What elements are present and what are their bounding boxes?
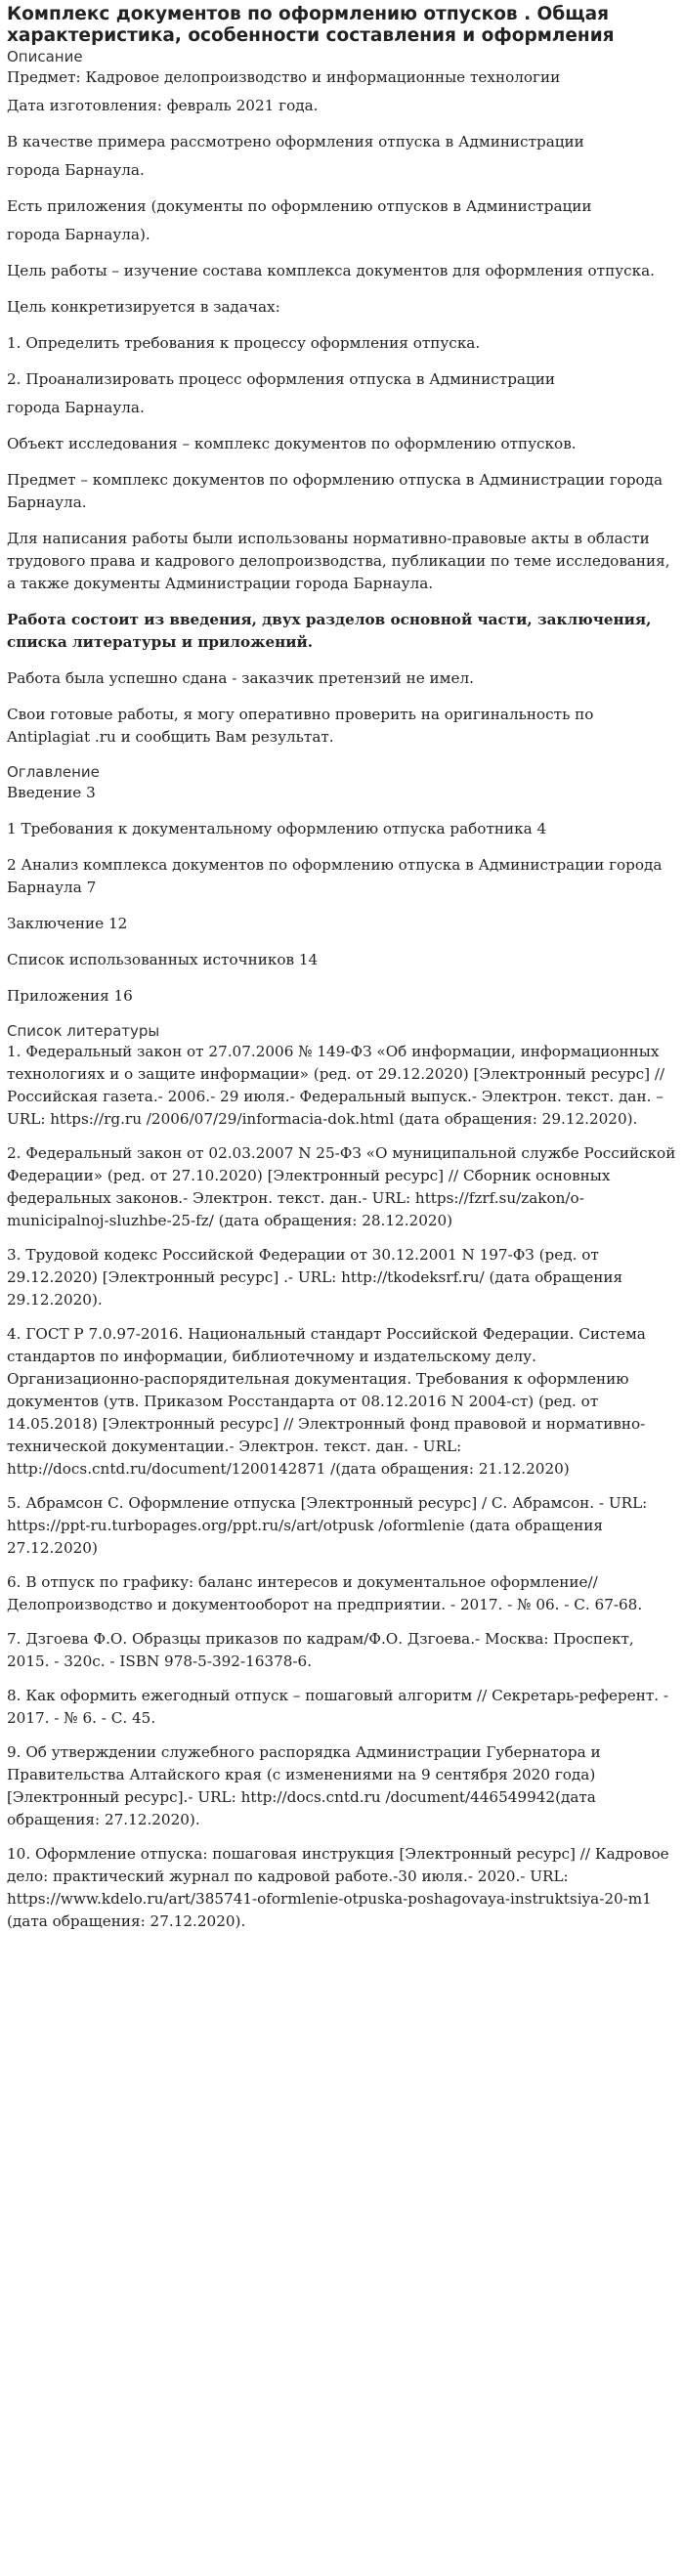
toc-item: 1 Требования к документальному оформлению отпуска работника 4 [7, 820, 547, 837]
task-2-city: города Барнаула. [7, 399, 145, 416]
reference-item: 5. Абрамсон С. Оформление отпуска [Электронный ресурс] / С. Абрамсон. - URL: https://ppt-ru.turbopages.org/ppt.ru/s/art/otpusk /oformlenie (дата обращения 27.12.2020) [7, 1494, 648, 1557]
appendix-city: города Барнаула). [7, 226, 150, 243]
contents-heading: Оглавление [7, 763, 100, 781]
example-city: города Барнаула. [7, 161, 145, 179]
table-of-contents [7, 782, 677, 1008]
toc-item: Заключение 12 [7, 915, 128, 932]
structure-paragraph: Работа состоит из введения, двух разделов основной части, заключения, списка литературы и приложений. [7, 611, 652, 651]
reference-item: 4. ГОСТ Р 7.0.97-2016. Национальный стандарт Российской Федерации. Система стандартов по информации, библиотечному и издательскому делу. Организационно-распорядительная документация. Требования к оформлению документов (утв. Приказом Росстандарта от 08.12.2016 N 2004-ст) (ред. от 14.05.2018) [Электронный ресурс] // Электронный фонд правовой и нормативно-технической документации.- Электрон. текст. дан. - URL: http://docs.cntd.ru/document/1200142871 /(дата обращения: 21.12.2020) [7, 1325, 646, 1478]
subject-line: Предмет: Кадровое делопроизводство и информационные технологии [7, 68, 561, 86]
reference-list [7, 1041, 677, 1933]
production-date: Дата изготовления: февраль 2021 года. [7, 97, 319, 114]
description-body [7, 131, 677, 749]
goal-paragraph: Цель работы – изучение состава комплекса документов для оформления отпуска. [7, 262, 656, 279]
tasks-intro: Цель конкретизируется в задачах: [7, 298, 280, 316]
references-heading: Список литературы [7, 1022, 160, 1040]
antiplagiat-note: Свои готовые работы, я могу оперативно проверить на оригинальность по Antiplagiat .ru и сообщить Вам результат. [7, 706, 594, 746]
appendix-line: Есть приложения (документы по оформлению отпусков в Администрации [7, 197, 592, 215]
toc-item: 2 Анализ комплекса документов по оформлению отпуска в Администрации города Барнаула 7 [7, 856, 663, 896]
reference-item: 9. Об утверждении служебного распорядка Администрации Губернатора и Правительства Алтайского края (с изменениями на 9 сентября 2020 года) [Электронный ресурс].- URL: http://docs.cntd.ru /document/446549942(дата обращения: 27.12.2020). [7, 1743, 601, 1828]
reference-item: 10. Оформление отпуска: пошаговая инструкция [Электронный ресурс] // Кадровое дело: практический журнал по кадровой работе.-30 июля.- 2020.- URL: https://www.kdelo.ru/art/385741-oformlenie-otpuska-poshagovaya-instruktsiya-20-m1 (дата обращения: 27.12.2020). [7, 1845, 669, 1930]
reference-item: 8. Как оформить ежегодный отпуск – пошаговый алгоритм // Секретарь-референт. - 2017. - № 6. - С. 45. [7, 1687, 669, 1727]
reference-item: 7. Дзгоева Ф.О. Образцы приказов по кадрам/Ф.О. Дзгоева.- Москва: Проспект, 2015. - 320с. - ISBN 978-5-392-16378-6. [7, 1630, 634, 1670]
description-heading: Описание [7, 48, 83, 65]
sources-paragraph: Для написания работы были использованы нормативно-правовые акты в области трудового права и кадрового делопроизводства, публикации по теме исследования, а также документы Администрации города Барнаула. [7, 530, 670, 592]
research-object: Объект исследования – комплекс документов по оформлению отпусков. [7, 435, 577, 452]
submission-note: Работа была успешно сдана - заказчик претензий не имел. [7, 669, 474, 687]
task-2: 2. Проанализировать процесс оформления отпуска в Администрации [7, 370, 555, 388]
reference-item: 1. Федеральный закон от 27.07.2006 № 149-ФЗ «Об информации, информационных технологиях и о защите информации» (ред. от 29.12.2020) [Электронный ресурс] // Российская газета.- 2006.- 29 июля.- Федеральный выпуск.- Электрон. текст. дан. – URL: https://rg.ru /2006/07/29/informacia-dok.html (дата обращения: 29.12.2020). [7, 1043, 665, 1128]
toc-item: Введение 3 [7, 784, 96, 801]
task-1: 1. Определить требования к процессу оформления отпуска. [7, 334, 481, 352]
reference-item: 6. В отпуск по графику: баланс интересов и документальное оформление// Делопроизводство и документооборот на предприятии. - 2017. - № 06. - С. 67-68. [7, 1573, 643, 1613]
reference-item: 3. Трудовой кодекс Российской Федерации от 30.12.2001 N 197-ФЗ (ред. от 29.12.2020) [Электронный ресурс] .- URL: http://tkodeksrf.ru/ (дата обращения 29.12.2020). [7, 1246, 623, 1309]
page-title: Комплекс документов по оформлению отпусков . Общая характеристика, особенности составления и оформления [7, 4, 615, 46]
toc-item: Список использованных источников 14 [7, 951, 319, 968]
toc-item: Приложения 16 [7, 987, 133, 1005]
research-subject: Предмет – комплекс документов по оформлению отпуска в Администрации города Барнаула. [7, 471, 664, 511]
reference-item: 2. Федеральный закон от 02.03.2007 N 25-ФЗ «О муниципальной службе Российской Федерации» (ред. от 27.10.2020) [Электронный ресурс] // Сборник основных федеральных законов.- Электрон. текст. дан.- URL: https://fzrf.su/zakon/o-municipalnoj-sluzhbe-25-fz/ (дата обращения: 28.12.2020) [7, 1144, 676, 1229]
example-line: В качестве примера рассмотрено оформления отпуска в Администрации [7, 133, 584, 150]
